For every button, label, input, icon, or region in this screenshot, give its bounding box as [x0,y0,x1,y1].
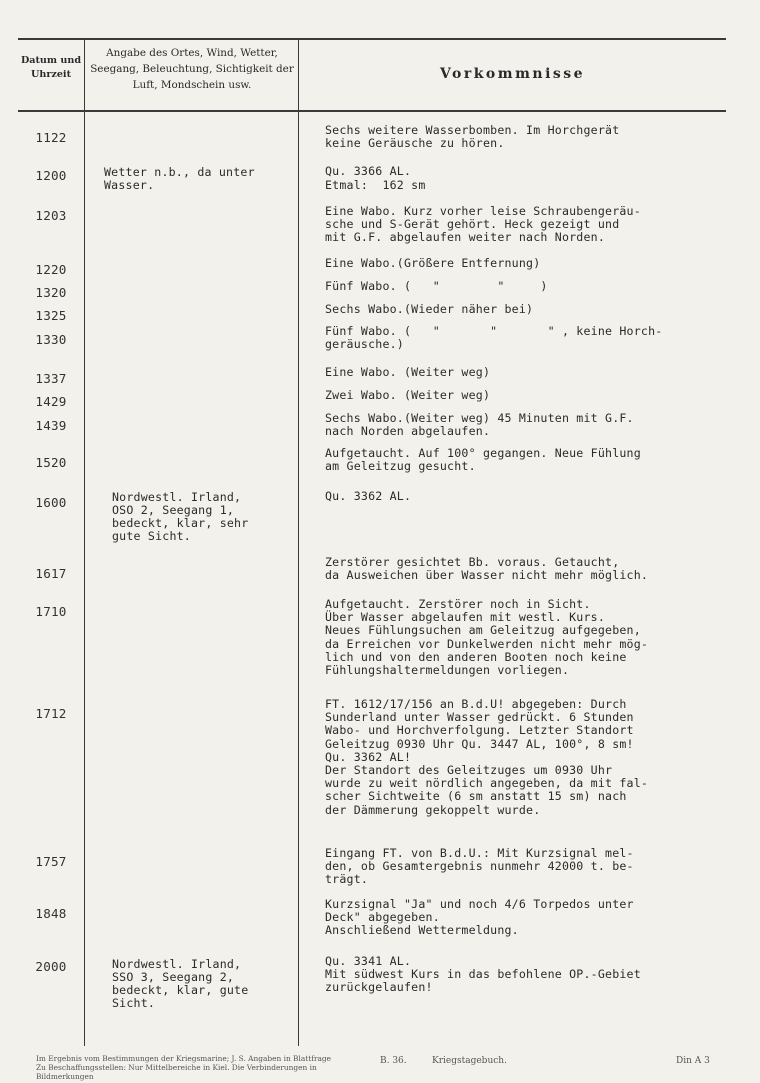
entry-event: Eine Wabo.(Größere Entfernung) [325,256,541,270]
entry-time: 1203 [35,208,67,223]
header-events: Vorkommnisse [439,66,586,82]
top-rule [18,38,726,40]
header-date-time: Datum und Uhrzeit [20,55,82,80]
entry-event: Zerstörer gesichtet Bb. voraus. Getaucht, da Ausweichen über Wasser nicht mehr möglich. [325,555,649,583]
entry-time: 1320 [35,285,67,300]
footer-paper-format: Din A 3 [676,1056,710,1066]
entry-event: Sechs weitere Wasserbomben. Im Horchgerät keine Geräusche zu hören. [325,123,620,151]
entry-time: 1337 [35,371,67,386]
entry-location: Nordwestl. Irland, SSO 3, Seegang 2, bedeckt, klar, gute Sicht. [112,957,249,1010]
entry-event: Qu. 3362 AL. [325,489,412,503]
entry-event: Kurzsignal "Ja" und noch 4/6 Torpedos unter Deck" abgegeben. Anschließend Wettermeldung. [325,897,634,938]
footer-publisher-line2: Zu Beschaffungsstellen: Nur Mittelbereiche in Kiel. Die Verbinderungen in Bildmerkungen [36,1063,317,1081]
entry-time: 1439 [35,418,67,433]
footer-form-title: Kriegstagebuch. [432,1056,507,1066]
footer-publisher [36,1054,356,1081]
entry-time: 1325 [35,308,67,323]
entry-time: 1712 [35,706,67,721]
column-divider-1 [84,38,85,1046]
entry-time: 1330 [35,332,67,347]
entry-daily-run: Etmal: 162 sm [325,178,426,192]
entry-time: 1520 [35,455,67,470]
entry-time: 1122 [35,130,67,145]
entry-event: FT. 1612/17/156 an B.d.U! abgegeben: Durch Sunderland unter Wasser gedrückt. 6 Stunden Wabo- und Horchverfolgung. Letzter Standort Geleitzug 0930 Uhr Qu. 3447 AL, 100°, 8 sm! Qu. 3362 AL! Der Standort des Geleitzuges um 0930 Uhr wurde zu weit nördlich angegeben, da mit fal- scher Sichtweite (6 sm anstatt 15 sm) nach der Dämmerung gekoppelt wurde. [325,697,649,817]
footer-publisher-line1: Im Ergebnis vom Bestimmungen der Kriegsmarine; J. S. Angaben in Blattfrage [36,1054,331,1063]
entry-time: 1600 [35,495,67,510]
header-location-weather: Angabe des Ortes, Wind, Wetter, Seegang, Beleuchtung, Sichtigkeit der Luft, Mondschein usw. [90,47,294,91]
entry-time: 2000 [35,959,67,974]
entry-event: Qu. 3366 AL. [325,164,412,178]
entry-time: 1710 [35,604,67,619]
entry-event: Eine Wabo. Kurz vorher leise Schraubengeräu- sche und S-Gerät gehört. Heck gezeigt und mit G.F. abgelaufen weiter nach Norden. [325,204,641,245]
header-rule [18,110,726,112]
entry-event: Qu. 3341 AL. Mit südwest Kurs in das befohlene OP.-Gebiet zurückgelaufen! [325,954,641,995]
entry-time: 1617 [35,566,67,581]
entry-event: Sechs Wabo.(Weiter weg) 45 Minuten mit G.F. nach Norden abgelaufen. [325,411,634,439]
entry-event: Eingang FT. von B.d.U.: Mit Kurzsignal mel- den, ob Gesamtergebnis nunmehr 42000 t. be- trägt. [325,846,634,887]
entry-event: Sechs Wabo.(Wieder näher bei) [325,302,534,316]
entry-event: Fünf Wabo. ( " " ) [325,279,548,293]
entry-time: 1429 [35,394,67,409]
entry-event: Aufgetaucht. Auf 100° gegangen. Neue Fühlung am Geleitzug gesucht. [325,446,641,474]
entry-time: 1220 [35,262,67,277]
footer-form-number: B. 36. [380,1056,407,1066]
entry-location: Wetter n.b., da unter Wasser. [104,165,255,192]
entry-time: 1848 [35,906,67,921]
entry-event: Fünf Wabo. ( " " " , keine Horch- geräusche.) [325,324,663,352]
entry-event: Aufgetaucht. Zerstörer noch in Sicht. Über Wasser abgelaufen mit westl. Kurs. Neues Fühlungsuchen am Geleitzug aufgegeben, da Erreichen vor Dunkelwerden nicht mehr mög- lich und von den anderen Booten noch keine Fühlungshaltermeldungen vorliegen. [325,597,649,678]
entry-time: 1757 [35,854,67,869]
entry-event: Eine Wabo. (Weiter weg) [325,365,491,379]
entry-event: Zwei Wabo. (Weiter weg) [325,388,491,402]
entry-time: 1200 [35,168,67,183]
entry-location: Nordwestl. Irland, OSO 2, Seegang 1, bedeckt, klar, sehr gute Sicht. [112,490,249,543]
